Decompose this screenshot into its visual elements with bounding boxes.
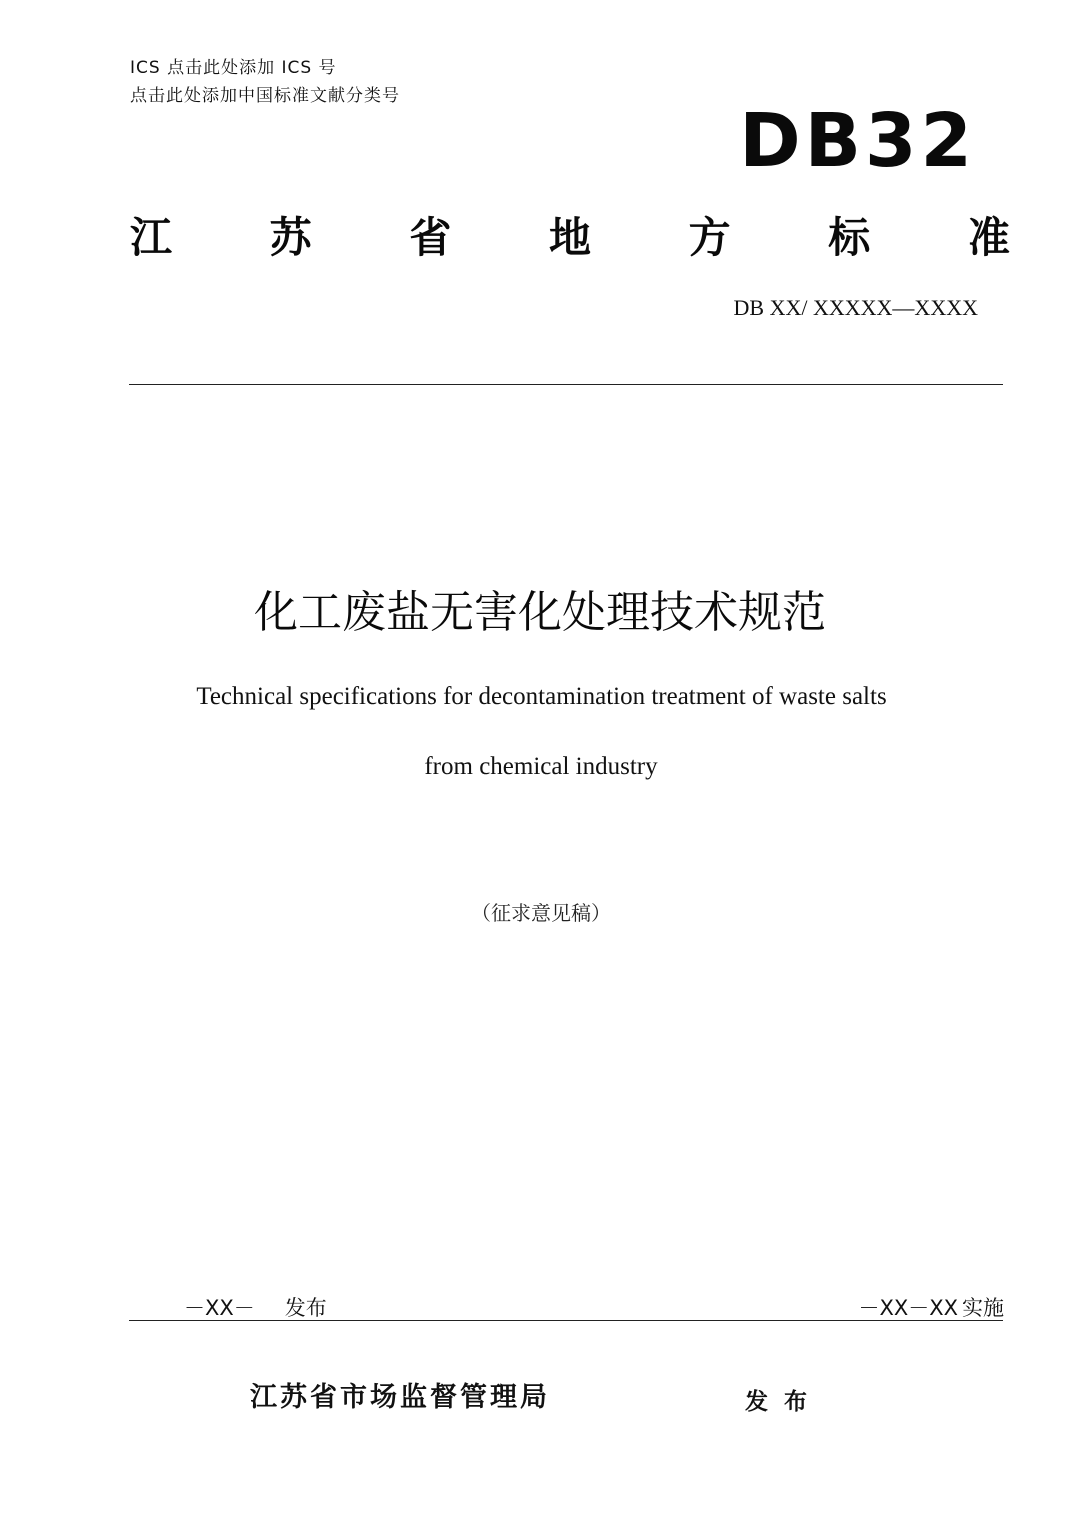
draft-status-note: （征求意见稿） <box>471 901 611 925</box>
standard-type-title <box>130 208 1010 268</box>
db-code: DB32 <box>739 98 976 184</box>
footer-divider <box>129 1320 1003 1321</box>
release-label: 发布 <box>284 1296 327 1320</box>
document-title-en-line2: from chemical industry <box>424 753 658 780</box>
standard-type-char: 地 <box>548 213 591 262</box>
document-title-en-line1: Technical specifications for decontamination treatment of waste salts <box>196 683 887 710</box>
issuing-authority: 江苏省市场监督管理局 <box>250 1382 550 1413</box>
standard-type-char: 标 <box>828 213 871 262</box>
standard-type-char: 江 <box>130 213 173 262</box>
standard-type-char: 苏 <box>269 213 312 262</box>
implementation-date-value: －XX－XX <box>858 1296 958 1320</box>
standard-type-char: 方 <box>688 213 731 262</box>
standard-type-char: 省 <box>409 213 452 262</box>
issue-label: 发布 <box>745 1389 823 1415</box>
release-date <box>184 1293 327 1323</box>
implementation-label: 实施 <box>962 1296 1004 1320</box>
standard-number: DB XX/ XXXXX—XXXX <box>733 295 978 320</box>
ics-number-placeholder: ICS 点击此处添加 ICS 号 <box>130 58 337 78</box>
standard-type-char: 准 <box>967 213 1010 262</box>
document-title-cn: 化工废盐无害化处理技术规范 <box>254 587 826 638</box>
implementation-date <box>858 1293 1004 1323</box>
header-divider <box>129 384 1003 385</box>
release-date-value: －XX－ <box>184 1296 255 1320</box>
ccs-number-placeholder: 点击此处添加中国标准文献分类号 <box>130 86 400 106</box>
